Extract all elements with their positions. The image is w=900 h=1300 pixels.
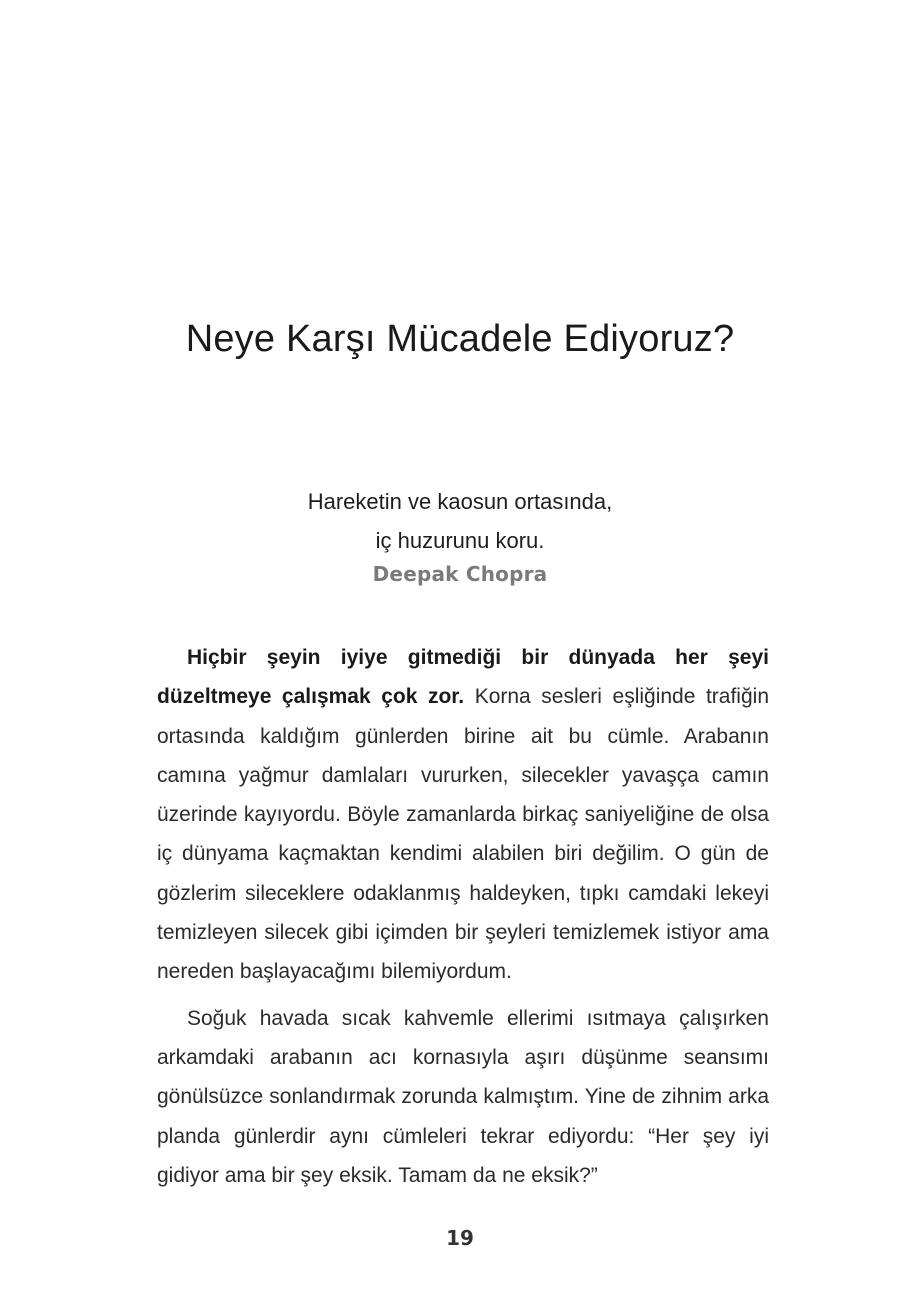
body-text xyxy=(157,638,769,1195)
page-number: 19 xyxy=(446,1226,474,1250)
paragraph xyxy=(157,999,769,1195)
chapter-title: Neye Karşı Mücadele Ediyoruz? xyxy=(185,318,735,360)
paragraph xyxy=(157,638,769,992)
paragraph-text: Korna sesleri eşliğinde trafiğin ortasında kaldığım günlerden birine ait bu cümle. Arabanın camına yağmur damlaları vururken, silecekler yavaşça camın üzerinde kayıyordu. Böyle zamanlarda birkaç saniyeliğine de olsa iç dünyama kaçmaktan kendimi alabilen biri değilim. O gün de gözlerim sileceklere odaklanmış haldeyken, tıpkı camdaki lekeyi temizleyen silecek gibi içimden bir şeyleri temizlemek istiyor ama nereden başlayacağımı bilemiyordum. xyxy=(157,685,769,984)
epigraph-line: iç huzurunu koru. xyxy=(375,528,545,553)
paragraph-lead-sentence: Hiçbir şeyin iyiye gitmediği bir dünyada her şeyi düzeltmeye çalışmak çok zor. xyxy=(157,646,769,709)
epigraph-line: Hareketin ve kaosun ortasında, xyxy=(307,489,613,514)
epigraph xyxy=(0,482,900,586)
paragraph-text: Soğuk havada sıcak kahvemle ellerimi ısıtmaya çalışırken arkamdaki arabanın acı kornasıyla aşırı düşünme seansımı gönülsüzce sonlandırmak zorunda kalmıştım. Yine de zihnim arka planda günlerdir aynı cümleleri tekrar ediyordu: “Her şey iyi gidiyor ama bir şey eksik. Tamam da ne eksik?” xyxy=(157,1006,769,1187)
epigraph-author: Deepak Chopra xyxy=(372,562,548,586)
